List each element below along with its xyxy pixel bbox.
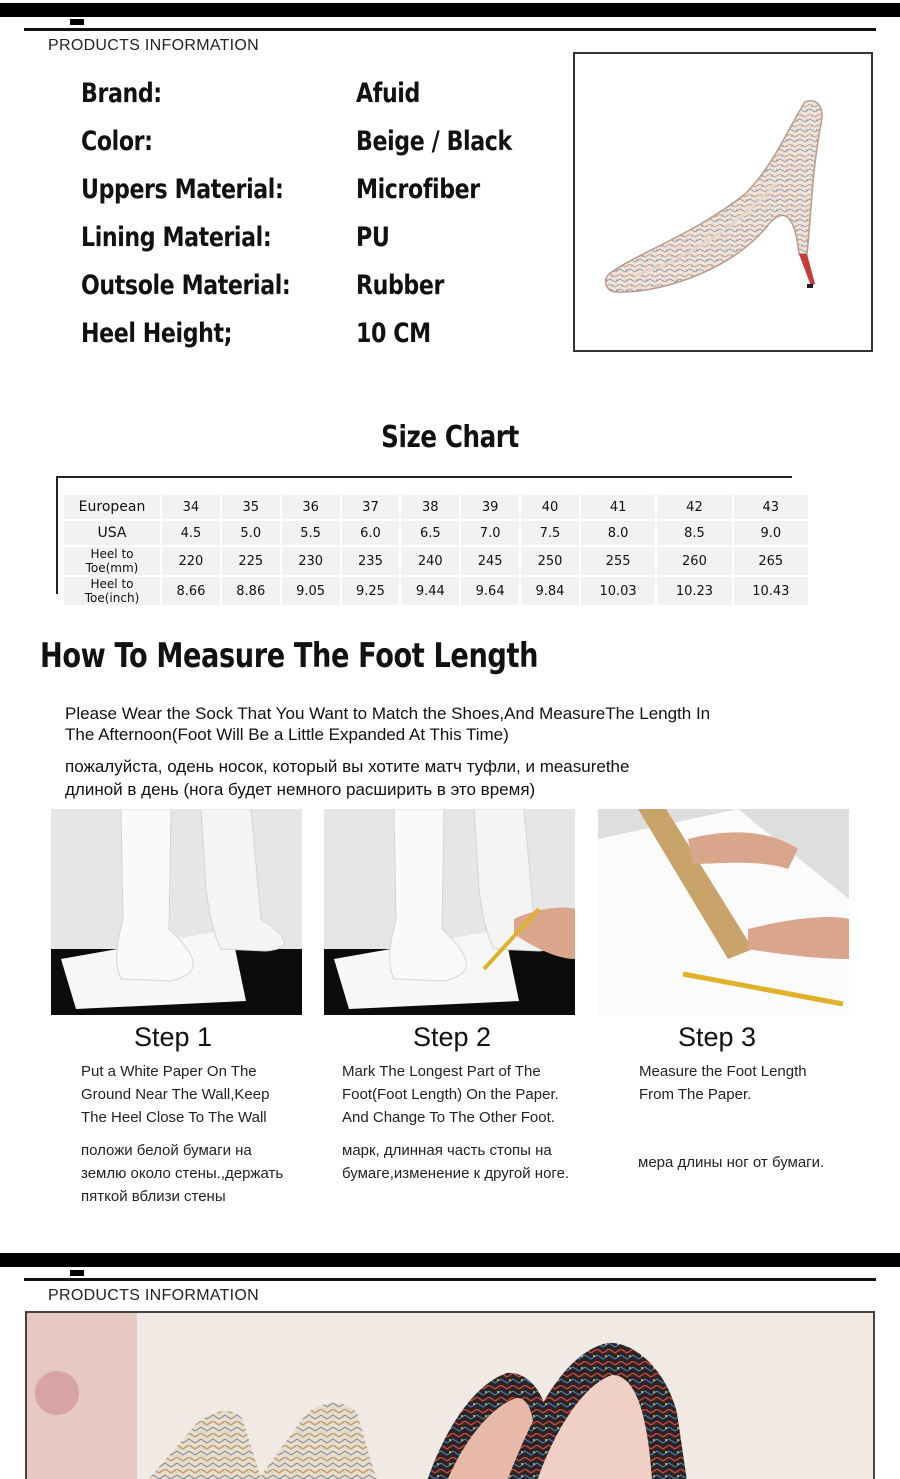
text-line: бумаге,изменение к другой ноге. <box>342 1165 570 1182</box>
text-line: землю около стены.,держать <box>81 1165 284 1182</box>
table-cell: 40 <box>521 495 579 519</box>
spec-value-uppers: Microfiber <box>356 174 480 205</box>
table-row <box>64 577 808 605</box>
product-photo <box>25 1311 875 1479</box>
table-cell: 7.0 <box>461 521 519 545</box>
spec-value-heel: 10 CM <box>356 318 431 349</box>
measure-title: How To Measure The Foot Length <box>40 636 539 676</box>
table-cell: 265 <box>734 547 808 575</box>
intro-en-line-2: The Afternoon(Foot Will Be a Little Expanded At This Time) <box>65 725 509 744</box>
table-cell: 37 <box>342 495 400 519</box>
spec-label-uppers: Uppers Material: <box>81 174 284 205</box>
table-cell: 9.05 <box>282 577 340 605</box>
pump-shoe-illustration <box>575 54 871 350</box>
table-cell: 6.5 <box>401 521 459 545</box>
table-cell: 8.66 <box>162 577 220 605</box>
text-line: Foot(Foot Length) On the Paper. <box>342 1086 559 1103</box>
table-cell: 230 <box>282 547 340 575</box>
text-line: марк, длинная часть стопы на <box>342 1142 552 1159</box>
header-rule <box>24 28 876 31</box>
table-cell: 34 <box>162 495 220 519</box>
table-cell: 9.84 <box>521 577 579 605</box>
table-cell: 240 <box>401 547 459 575</box>
table-cell: 245 <box>461 547 519 575</box>
header-rule <box>24 1278 876 1281</box>
table-cell: 36 <box>282 495 340 519</box>
section-title: PRODUCTS INFORMATION <box>48 37 260 54</box>
table-row <box>64 521 808 545</box>
size-chart-title: Size Chart <box>381 420 519 455</box>
step-2-text-ru <box>342 1139 569 1185</box>
row-header: Heel to Toe(inch) <box>64 577 160 605</box>
table-cell: 42 <box>657 495 731 519</box>
text-line: Put a White Paper On The <box>81 1063 257 1080</box>
table-cell: 35 <box>222 495 280 519</box>
table-cell: 220 <box>162 547 220 575</box>
table-cell: 8.0 <box>581 521 655 545</box>
intro-en-line-1: Please Wear the Sock That You Want to Match the Shoes,And MeasureThe Length In <box>65 704 711 723</box>
table-cell: 10.23 <box>657 577 731 605</box>
top-black-bar <box>0 3 900 17</box>
row-header: USA <box>64 521 160 545</box>
table-cell: 10.03 <box>581 577 655 605</box>
text-line: From The Paper. <box>639 1086 752 1103</box>
spec-value-color: Beige / Black <box>356 126 512 157</box>
table-cell: 9.0 <box>734 521 808 545</box>
table-cell: 6.0 <box>342 521 400 545</box>
chart-frame-line <box>56 476 58 594</box>
table-cell: 9.25 <box>342 577 400 605</box>
chart-frame-line <box>56 476 792 478</box>
table-row <box>64 495 808 519</box>
table-cell: 41 <box>581 495 655 519</box>
step-2-image <box>324 809 575 1015</box>
table-cell: 7.5 <box>521 521 579 545</box>
step-3-text-en <box>639 1060 807 1106</box>
text-line: положи белой бумаги на <box>81 1142 252 1159</box>
section-black-bar <box>0 1253 900 1267</box>
text-line: Measure the Foot Length <box>639 1063 807 1080</box>
step-1-text-en <box>81 1060 269 1129</box>
table-cell: 8.86 <box>222 577 280 605</box>
row-header: Heel to Toe(mm) <box>64 547 160 575</box>
table-cell: 9.44 <box>401 577 459 605</box>
row-header: European <box>64 495 160 519</box>
header-tick <box>70 1270 84 1276</box>
table-cell: 43 <box>734 495 808 519</box>
table-row <box>64 547 808 575</box>
table-cell: 38 <box>401 495 459 519</box>
spec-value-outsole: Rubber <box>356 270 444 301</box>
text-line: Ground Near The Wall,Keep <box>81 1086 270 1103</box>
product-image <box>573 52 873 352</box>
spec-label-heel: Heel Height; <box>81 318 233 349</box>
step-3-text-ru <box>638 1151 824 1174</box>
spec-label-lining: Lining Material: <box>81 222 272 253</box>
table-cell: 4.5 <box>162 521 220 545</box>
section-title-2: PRODUCTS INFORMATION <box>48 1287 260 1304</box>
text-line: Mark The Longest Part of The <box>342 1063 541 1080</box>
table-cell: 255 <box>581 547 655 575</box>
intro-ru-line-1: пожалуйста, одень носок, который вы хотите матч туфли, и measurethe <box>65 757 630 776</box>
text-line: And Change To The Other Foot. <box>342 1109 555 1126</box>
spec-label-outsole: Outsole Material: <box>81 270 291 301</box>
table-cell: 10.43 <box>734 577 808 605</box>
table-cell: 8.5 <box>657 521 731 545</box>
table-cell: 9.64 <box>461 577 519 605</box>
step-1-text-ru <box>81 1139 283 1208</box>
table-cell: 260 <box>657 547 731 575</box>
step-3-title: Step 3 <box>678 1022 757 1052</box>
table-cell: 250 <box>521 547 579 575</box>
header-tick <box>70 19 84 25</box>
size-chart-table <box>62 493 810 607</box>
table-cell: 5.0 <box>222 521 280 545</box>
spec-label-color: Color: <box>81 126 153 157</box>
spec-label-brand: Brand: <box>81 78 162 109</box>
text-line: The Heel Close To The Wall <box>81 1109 267 1126</box>
shoes-photo-illustration <box>27 1313 875 1479</box>
text-line: мера длины ног от бумаги. <box>638 1154 825 1171</box>
step-2-title: Step 2 <box>413 1022 492 1052</box>
step-2-text-en <box>342 1060 559 1129</box>
intro-ru-line-2: длиной в день (нога будет немного расширить в это время) <box>65 780 536 799</box>
table-cell: 225 <box>222 547 280 575</box>
step-1-title: Step 1 <box>134 1022 213 1052</box>
table-cell: 39 <box>461 495 519 519</box>
spec-value-brand: Afuid <box>356 78 420 109</box>
table-cell: 5.5 <box>282 521 340 545</box>
step-1-image <box>51 809 302 1015</box>
table-cell: 235 <box>342 547 400 575</box>
step-3-image <box>598 809 849 1015</box>
spec-value-lining: PU <box>356 222 390 253</box>
text-line: пяткой вблизи стены <box>81 1188 226 1205</box>
